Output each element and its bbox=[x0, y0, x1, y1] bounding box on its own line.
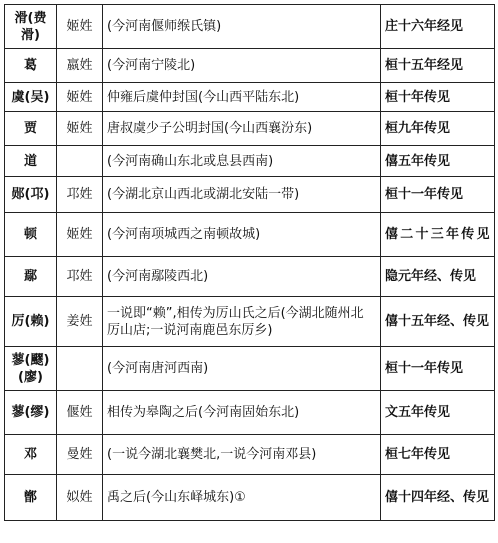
clan-surname: 姬姓 bbox=[57, 112, 103, 146]
table-row bbox=[5, 112, 495, 146]
record-note: 桓九年传见 bbox=[381, 112, 495, 146]
location-description: 相传为皋陶之后(今河南固始东北) bbox=[103, 391, 381, 435]
clan-surname: 邛姓 bbox=[57, 177, 103, 213]
location-description: (今河南项城西之南顿故城) bbox=[103, 213, 381, 257]
record-note: 桓七年传见 bbox=[381, 435, 495, 475]
table-row bbox=[5, 257, 495, 297]
location-description: 仲雍后虞仲封国(今山西平陆东北) bbox=[103, 83, 381, 112]
location-description: 一说即“赖”,相传为厉山氏之后(今湖北随州北厉山店;一说河南鹿邑东厉乡) bbox=[103, 297, 381, 347]
clan-surname: 曼姓 bbox=[57, 435, 103, 475]
location-description: (一说今湖北襄樊北,一说今河南邓县) bbox=[103, 435, 381, 475]
table-row bbox=[5, 177, 495, 213]
record-note: 僖十四年经、传见 bbox=[381, 475, 495, 521]
clan-surname: 邛姓 bbox=[57, 257, 103, 297]
record-note: 文五年传见 bbox=[381, 391, 495, 435]
table-row bbox=[5, 347, 495, 391]
record-note: 桓十一年传见 bbox=[381, 347, 495, 391]
state-name: 滑(费滑) bbox=[5, 5, 57, 49]
location-description: (今河南确山东北或息县西南) bbox=[103, 146, 381, 177]
state-name: 鄢 bbox=[5, 257, 57, 297]
clan-surname: 姒姓 bbox=[57, 475, 103, 521]
record-note: 僖十五年经、传见 bbox=[381, 297, 495, 347]
table-row bbox=[5, 475, 495, 521]
record-note: 桓十一年传见 bbox=[381, 177, 495, 213]
clan-surname: 偃姓 bbox=[57, 391, 103, 435]
clan-surname: 姬姓 bbox=[57, 5, 103, 49]
location-description: 唐叔虞少子公明封国(今山西襄汾东) bbox=[103, 112, 381, 146]
state-name: 蓼(缪) bbox=[5, 391, 57, 435]
location-description: (今河南鄢陵西北) bbox=[103, 257, 381, 297]
state-name: 虞(吴) bbox=[5, 83, 57, 112]
states-table bbox=[4, 4, 495, 521]
record-note: 桓十五年经见 bbox=[381, 49, 495, 83]
clan-surname bbox=[57, 146, 103, 177]
state-name: 贾 bbox=[5, 112, 57, 146]
state-name: 邓 bbox=[5, 435, 57, 475]
clan-surname: 姬姓 bbox=[57, 83, 103, 112]
table-row bbox=[5, 213, 495, 257]
table-row bbox=[5, 146, 495, 177]
clan-surname: 姬姓 bbox=[57, 213, 103, 257]
table-row bbox=[5, 83, 495, 112]
location-description: 禹之后(今山东峄城东)① bbox=[103, 475, 381, 521]
record-note: 桓十年传见 bbox=[381, 83, 495, 112]
table-row bbox=[5, 297, 495, 347]
state-name: 葛 bbox=[5, 49, 57, 83]
state-name: 郧(邛) bbox=[5, 177, 57, 213]
table-row bbox=[5, 435, 495, 475]
state-name: 鄫 bbox=[5, 475, 57, 521]
table-row bbox=[5, 49, 495, 83]
record-note: 僖五年传见 bbox=[381, 146, 495, 177]
record-note: 僖二十三年传见 bbox=[381, 213, 495, 257]
state-name: 蓼(飂)(廖) bbox=[5, 347, 57, 391]
record-note: 庄十六年经见 bbox=[381, 5, 495, 49]
table-row bbox=[5, 5, 495, 49]
location-description: (今河南宁陵北) bbox=[103, 49, 381, 83]
location-description: (今河南唐河西南) bbox=[103, 347, 381, 391]
location-description: (今河南偃师缑氏镇) bbox=[103, 5, 381, 49]
record-note: 隐元年经、传见 bbox=[381, 257, 495, 297]
clan-surname: 姜姓 bbox=[57, 297, 103, 347]
state-name: 道 bbox=[5, 146, 57, 177]
state-name: 厉(赖) bbox=[5, 297, 57, 347]
clan-surname bbox=[57, 347, 103, 391]
location-description: (今湖北京山西北或湖北安陆一带) bbox=[103, 177, 381, 213]
table-row bbox=[5, 391, 495, 435]
clan-surname: 嬴姓 bbox=[57, 49, 103, 83]
state-name: 顿 bbox=[5, 213, 57, 257]
